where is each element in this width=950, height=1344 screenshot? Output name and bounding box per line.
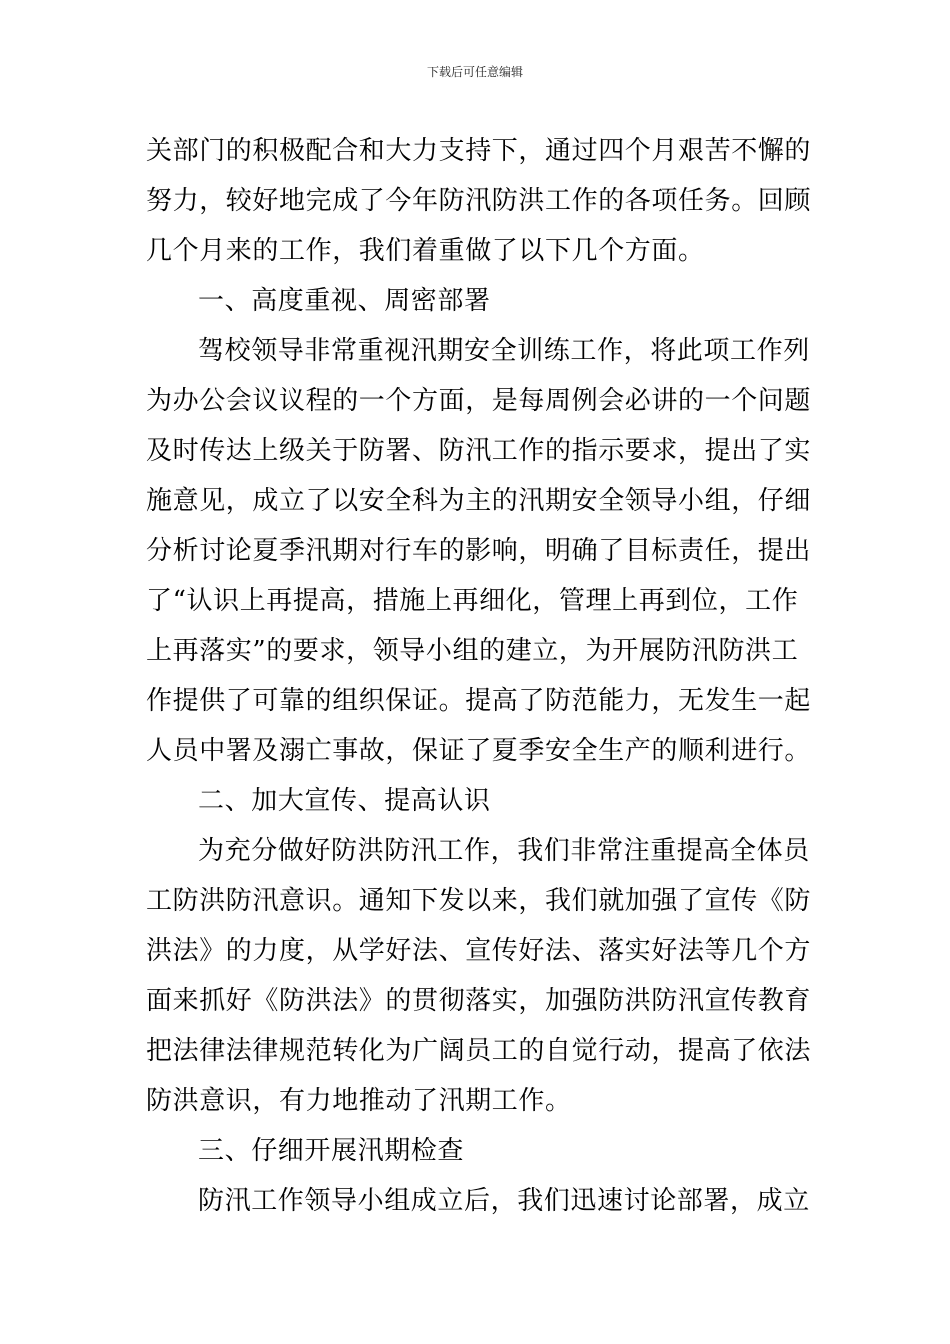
text-line: 防洪意识，有力地推动了汛期工作。 [146,1086,572,1116]
text-line: 面来抓好《防洪法》的贯彻落实，加强防洪防汛宣传教育 [146,986,812,1016]
text-line: 防汛工作领导小组成立后，我们迅速讨论部署，成立 [198,1186,810,1216]
text-line: 洪法》的力度，从学好法、宣传好法、落实好法等几个方 [146,936,812,966]
text-line: 关部门的积极配合和大力支持下，通过四个月艰苦不懈的 [146,136,812,166]
text-line: 二、加大宣传、提高认识 [198,786,491,816]
text-line: 施意见，成立了以安全科为主的汛期安全领导小组，仔细 [146,486,812,516]
text-line: 把法律法律规范转化为广阔员工的自觉行动，提高了依法 [146,1036,812,1066]
text-line: 驾校领导非常重视汛期安全训练工作，将此项工作列 [198,336,810,366]
text-line: 几个月来的工作，我们着重做了以下几个方面。 [146,236,705,266]
text-line: 为充分做好防洪防汛工作，我们非常注重提高全体员 [198,836,810,866]
text-line: 分析讨论夏季汛期对行车的影响，明确了目标责任，提出 [146,536,812,566]
text-line: 工防洪防汛意识。通知下发以来，我们就加强了宣传《防 [146,886,812,916]
document-body [146,126,812,1226]
text-line: 及时传达上级关于防署、防汛工作的指示要求，提出了实 [146,436,812,466]
text-line: 努力，较好地完成了今年防汛防洪工作的各项任务。回顾 [146,186,812,216]
text-line: 作提供了可靠的组织保证。提高了防范能力，无发生一起 [146,686,812,716]
text-line: 三、仔细开展汛期检查 [198,1136,465,1166]
text-line: 了“认识上再提高，措施上再细化，管理上再到位，工作 [146,586,799,616]
text-line: 人员中署及溺亡事故，保证了夏季安全生产的顺利进行。 [146,736,812,766]
text-line: 上再落实”的要求，领导小组的建立，为开展防汛防洪工 [146,636,799,666]
text-line: 一、高度重视、周密部署 [198,286,491,316]
page-header-note: 下载后可任意编辑 [426,65,523,79]
text-line: 为办公会议议程的一个方面，是每周例会必讲的一个问题 [146,386,812,416]
